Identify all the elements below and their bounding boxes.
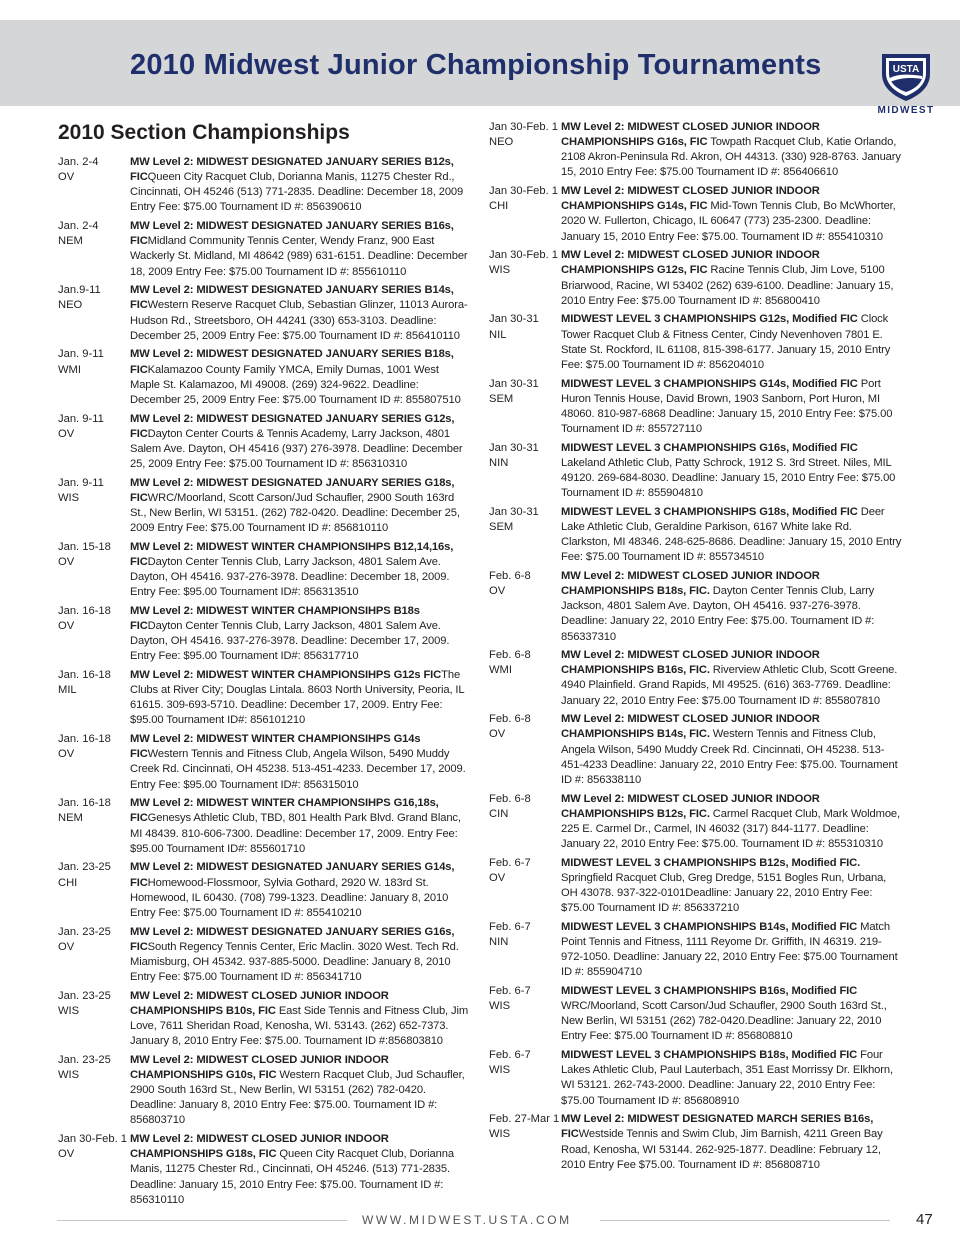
entry-date: Feb. 6-8 — [489, 569, 531, 582]
entry-date: Jan 30-Feb. 1 — [489, 185, 559, 198]
tournament-entry — [489, 920, 903, 981]
entry-title: MW Level 2: MIDWEST DESIGNATED JANUARY SERIES G18s, FIC — [130, 476, 455, 504]
entry-district: SEM — [489, 392, 514, 405]
entry-details: Springfield Racquet Club, Greg Dredge, 5151 Bogles Run, Urbana, OH 43078. 937-322-0101Deadline: January 22, 2010 Entry Fee: $75.00 Tournament ID #: 856337210 — [561, 871, 887, 915]
tournament-entry — [489, 712, 903, 788]
entry-description — [130, 347, 470, 408]
entry-details: Deer Lake Athletic Club, Geraldine Parkison, 6167 White lake Rd. Clarkston, MI 48346. 248-625-8686. Deadline: January 15, 2010 Entry Fee: $75.00 Tournament ID #: 855734510 — [561, 505, 902, 564]
entry-description — [130, 155, 470, 216]
entry-details: Dayton Center Courts & Tennis Academy, Larry Jackson, 4801 Salem Ave. Dayton, OH 45416 (937) 276-3978. Deadline: December 25, 2009 Entry Fee: $75.00 Tournament ID #: 856310310 — [130, 427, 463, 470]
entry-title: MW Level 2: MIDWEST CLOSED JUNIOR INDOOR CHAMPIONSHIPS G14s, FIC — [561, 185, 820, 213]
entry-date-block — [58, 155, 128, 185]
entry-district: NEO — [489, 136, 514, 149]
entry-details: Genesys Athletic Club, TBD, 801 Health Park Blvd. Grand Blanc, MI 48439. 810-606-7300. Deadline: December 17, 2009. Entry Fee: $95.00 Tournament ID#: 855601710 — [130, 812, 461, 855]
entry-description — [561, 1048, 903, 1109]
entry-date-block — [489, 248, 559, 278]
entry-district: NIN — [489, 935, 509, 948]
entry-description — [561, 248, 903, 309]
entry-details: Four Lakes Athletic Club, Paul Lauterbach, 351 East Morrissy Dr. Elkhorn, WI 53121. 262-743-2000. Deadline: January 22, 2010 Entry Fee: $75.00 Tournament ID #: 856808910 — [561, 1049, 893, 1107]
tournament-entry — [489, 441, 903, 502]
entry-district: WIS — [489, 1128, 511, 1141]
entry-date: Feb. 6-7 — [489, 920, 531, 933]
entry-title: MIDWEST LEVEL 3 CHAMPIONSHIPS B16s, Modified FIC — [561, 984, 858, 997]
tournament-entry — [489, 184, 903, 245]
entry-district: OV — [489, 585, 506, 598]
footer-divider-left — [57, 1220, 347, 1221]
entry-description — [130, 860, 470, 921]
entry-title: MIDWEST LEVEL 3 CHAMPIONSHIPS G16s, Modified FIC — [561, 441, 858, 454]
usta-midwest-logo — [866, 52, 946, 120]
entry-date: Jan. 9-11 — [58, 476, 104, 489]
entry-date-block — [489, 441, 559, 471]
entry-description — [130, 1132, 470, 1208]
entry-details: Dayton Center Tennis Club, Larry Jackson, 4801 Salem Ave. Dayton, OH 45416. 937-276-3978. Deadline: December 17, 2009. Entry Fee: $95.00 Tournament ID#: 856317710 — [130, 620, 450, 663]
entry-date-block — [58, 219, 128, 249]
entry-details: Carmel Racquet Club, Mark Woldmoe, 225 E. Carmel Dr., Carmel, IN 46032 (317) 844-1177. Deadline: January 22, 2010 Entry Fee: $75.00. Tournament ID #: 855310310 — [561, 807, 901, 851]
tournament-entry — [489, 984, 903, 1045]
entry-title: MW Level 2: MIDWEST DESIGNATED MARCH SERIES B16s, FIC — [561, 1113, 874, 1141]
entry-details: Western Racquet Club, Jud Schaufler, 2900 South 163rd St., New Berlin, WI 53151 (262) 782-0420. Deadline: January 8, 2010 Entry Fee: $75.00. Tournament ID #: 856803710 — [130, 1068, 465, 1127]
entry-description — [561, 792, 903, 853]
entry-description — [130, 668, 470, 729]
entry-date: Jan 30-31 — [489, 377, 539, 390]
entry-district: OV — [58, 1148, 75, 1161]
tournament-entry — [489, 1048, 903, 1109]
entry-title: MIDWEST LEVEL 3 CHAMPIONSHIPS G14s, Modified FIC — [561, 377, 858, 390]
entry-date-block — [58, 1132, 128, 1162]
right-column — [489, 120, 903, 1176]
entry-district: OV — [58, 940, 75, 953]
entry-district: OV — [58, 620, 75, 633]
entry-date-block — [58, 476, 128, 506]
tournament-entry — [58, 796, 470, 857]
entry-details: Western Reserve Racquet Club, Sebastian Glinzer, 11013 Aurora-Hudson Rd., Streetsboro, OH 44241 (330) 653-3103. Deadline: December 25, 2009 Entry Fee: $75.00 Tournament ID #: 856410110 — [130, 299, 468, 342]
entry-description — [561, 377, 903, 438]
entry-date-block — [489, 184, 559, 214]
entry-district: CIN — [489, 807, 509, 820]
entry-date: Jan. 2-4 — [58, 220, 99, 233]
tournament-entry — [489, 648, 903, 709]
entry-title: MW Level 2: MIDWEST WINTER CHAMPIONSIHPS G16,18s, FIC — [130, 797, 439, 825]
entry-title: MW Level 2: MIDWEST DESIGNATED JANUARY SERIES B14s, FIC — [130, 284, 454, 312]
entry-details: Queen City Racquet Club, Dorianna Manis, 11275 Chester Rd., Cincinnati, OH 45246. (513) 771-2835. Deadline: January 15, 2010 Entry Fee: $75.00. Tournament ID #: 856310110 — [130, 1148, 454, 1206]
entry-title: MW Level 2: MIDWEST WINTER CHAMPIONSIHPS G14s FIC — [130, 733, 421, 761]
entry-date: Feb. 27-Mar 1 — [489, 1113, 560, 1126]
entry-description — [130, 732, 470, 793]
entry-title: MIDWEST LEVEL 3 CHAMPIONSHIPS B14s, Modified FIC — [561, 920, 858, 933]
tournament-entry — [58, 540, 470, 601]
entry-details: WRC/Moorland, Scott Carson/Jud Schaufler, 2900 South 163rd St., New Berlin, WI 53151. (262) 782-0420. Deadline: December 25, 2009 Entry Fee: $75.00 Tournament ID #: 856810110 — [130, 491, 460, 535]
entry-district: NIN — [489, 456, 509, 469]
entry-title: MW Level 2: MIDWEST CLOSED JUNIOR INDOOR CHAMPIONSHIPS G18s, FIC — [130, 1133, 389, 1161]
entry-description — [130, 1053, 470, 1129]
entry-date: Jan. 23-25 — [58, 989, 111, 1002]
entry-district: WMI — [489, 664, 512, 677]
entry-description — [130, 540, 470, 601]
entry-description — [130, 796, 470, 857]
tournament-entry — [58, 989, 470, 1050]
entry-district: SEM — [489, 520, 514, 533]
entry-title: MW Level 2: MIDWEST WINTER CHAMPIONSIHPS G12s FIC — [130, 669, 442, 681]
entry-date-block — [489, 505, 559, 535]
tournament-entry — [58, 476, 470, 537]
svg-text:USTA: USTA — [892, 64, 920, 75]
entry-date: Jan.9-11 — [58, 284, 101, 297]
entry-district: CHI — [489, 200, 509, 213]
tournament-entry — [58, 347, 470, 408]
entry-date: Feb. 6-7 — [489, 984, 531, 997]
entry-district: CHI — [58, 876, 78, 889]
tournament-entry — [489, 377, 903, 438]
entry-date-block — [58, 860, 128, 890]
entry-district: WIS — [58, 1004, 80, 1017]
entry-date-block — [489, 569, 559, 599]
entry-description — [130, 412, 470, 473]
tournament-entry — [489, 792, 903, 853]
entry-date: Jan 30-31 — [489, 313, 539, 326]
entry-date-block — [489, 312, 559, 342]
tournament-entry — [58, 412, 470, 473]
entry-date-block — [58, 540, 128, 570]
entry-description — [561, 312, 903, 373]
entry-details: WRC/Moorland, Scott Carson/Jud Schaufler, 2900 South 163rd St., New Berlin, WI 53151 (262) 782-0420.Deadline: January 22, 2010 Entry Fee: $75.00 Tournament ID #: 856808810 — [561, 1000, 887, 1043]
tournament-entry — [58, 283, 470, 344]
entry-description — [561, 920, 903, 981]
tournament-entry — [489, 505, 903, 566]
tournament-entry — [489, 1112, 903, 1173]
header-banner — [0, 20, 960, 116]
entry-details: Racine Tennis Club, Jim Love, 5100 Briarwood, Racine, WI 53402 (262) 639-6100. Deadline: January 15, 2010 Entry Fee: $75.00 Tournament ID #: 856800410 — [561, 264, 894, 307]
entry-title: MW Level 2: MIDWEST DESIGNATED JANUARY SERIES G12s, FIC — [130, 412, 455, 440]
entry-date: Feb. 6-7 — [489, 1049, 531, 1062]
entry-details: Western Tennis and Fitness Club, Angela Wilson, 5490 Muddy Creek Rd. Cincinnati, OH 45238. 513-451-4233. December 17, 2009. Entry Fee: $95.00 Tournament ID#: 856315010 — [130, 748, 466, 791]
entry-date: Jan. 2-4 — [58, 156, 99, 168]
tournament-entry — [489, 312, 903, 373]
entry-district: OV — [58, 171, 75, 184]
tournament-entry — [58, 1053, 470, 1129]
entry-details: Western Tennis and Fitness Club, Angela Wilson, 5490 Muddy Creek Rd. Cincinnati, OH 45238. 513-451-4233 Deadline: January 22, 2010 Entry Fee: $75.00. Tournament ID #: 856338110 — [561, 728, 898, 786]
entry-details: Dayton Center Tennis Club, Larry Jackson, 4801 Salem Ave. Dayton, OH 45416. 937-276-3978. Deadline: January 22, 2010 Entry Fee: $75.00. Tournament ID #: 856337310 — [561, 585, 875, 643]
entry-district: NEM — [58, 235, 83, 248]
entry-title: MW Level 2: MIDWEST DESIGNATED JANUARY SERIES B16s, FIC — [130, 220, 454, 248]
page-number: 47 — [916, 1211, 933, 1228]
tournament-entry — [58, 668, 470, 729]
entry-date-block — [489, 984, 559, 1014]
entry-title: MW Level 2: MIDWEST CLOSED JUNIOR INDOOR CHAMPIONSHIPS G10s, FIC — [130, 1053, 389, 1081]
entry-date: Jan. 23-25 — [58, 1053, 111, 1066]
entry-district: WIS — [58, 1068, 80, 1081]
entry-date-block — [58, 1053, 128, 1083]
tournament-entry — [489, 248, 903, 309]
entry-district: WIS — [489, 1064, 511, 1077]
entry-details: Towpath Racquet Club, Katie Orlando, 2108 Akron-Peninsula Rd. Akron, OH 44313. (330) 928-8763. January 15, 2010 Entry Fee: $75.00 Tournament ID #: 856406610 — [561, 136, 901, 179]
entry-date: Jan. 9-11 — [58, 412, 104, 425]
entry-details: The Clubs at River City; Douglas Lintala. 8603 North University, Peoria, IL 61615. 309-693-5710. Deadline: December 17, 2009. Entry Fee: $95.00 Tournament ID#: 856101210 — [130, 669, 465, 727]
entry-description — [130, 219, 470, 280]
entry-date: Jan 30-Feb. 1 — [489, 249, 559, 262]
entry-district: MIL — [58, 684, 77, 697]
entry-date-block — [58, 732, 128, 762]
entry-district: OV — [489, 871, 506, 884]
entry-details: South Regency Tennis Center, Eric Maclin. 3020 West. Tech Rd. Miamisburg, OH 45342. 937-885-5000. Deadline: January 8, 2010 Entry Fee: $75.00 Tournament ID #: 856341710 — [130, 940, 459, 983]
entry-title: MW Level 2: MIDWEST CLOSED JUNIOR INDOOR CHAMPIONSHIPS B18s, FIC. — [561, 569, 820, 598]
entry-date-block — [58, 283, 128, 313]
entry-details: Match Point Tennis and Fitness, 1111 Reyome Dr. Griffith, IN 46319. 219-972-1050. Deadline: January 22, 2010 Entry Fee: $75.00 Tournament ID #: 855904710 — [561, 920, 898, 979]
entry-district: OV — [58, 555, 75, 568]
tournament-entry — [58, 604, 470, 665]
footer-url: WWW.MIDWEST.USTA.COM — [362, 1213, 572, 1227]
entry-title: MW Level 2: MIDWEST DESIGNATED JANUARY SERIES G14s, FIC — [130, 861, 455, 889]
entry-description — [561, 441, 903, 502]
entry-date: Jan 30-Feb. 1 — [58, 1133, 128, 1146]
entry-details: Midland Community Tennis Center, Wendy Franz, 900 East Wackerly St. Midland, MI 48642 (989) 631-6151. Deadline: December 18, 2009 Entry Fee: $75.00 Tournament ID #: 855610110 — [130, 235, 468, 278]
logo-wordmark: MIDWEST — [877, 105, 935, 116]
entry-date: Jan. 15-18 — [58, 540, 111, 553]
entry-date: Jan 30-Feb. 1 — [489, 121, 559, 133]
entry-district: WIS — [489, 1000, 511, 1013]
entry-title: MIDWEST LEVEL 3 CHAMPIONSHIPS B18s, Modified FIC — [561, 1049, 858, 1062]
entry-title: MW Level 2: MIDWEST WINTER CHAMPIONSIHPS B18s FIC — [130, 604, 420, 633]
entry-district: OV — [58, 427, 75, 440]
entry-date: Feb. 6-8 — [489, 649, 531, 662]
entry-date-block — [489, 1048, 559, 1078]
entry-details: Dayton Center Tennis Club, Larry Jackson, 4801 Salem Ave. Dayton, OH 45416. 937-276-3978. Deadline: December 18, 2009. Entry Fee: $95.00 Tournament ID#: 856313510 — [130, 555, 450, 599]
entry-district: WMI — [58, 363, 81, 376]
entry-details: East Side Tennis and Fitness Club, Jim Love, 7611 Sheridan Road, Kenosha, WI. 53143. (262) 652-7373. January 8, 2010 Entry Fee: $75.00. Tournament ID #:856803810 — [130, 1004, 469, 1048]
entry-description — [130, 283, 470, 344]
entry-date: Jan 30-31 — [489, 505, 539, 518]
entry-description — [130, 476, 470, 537]
tournament-entry — [58, 155, 470, 216]
entry-title: MIDWEST LEVEL 3 CHAMPIONSHIPS G12s, Modified FIC — [561, 313, 858, 326]
entry-district: WIS — [58, 491, 80, 504]
entry-date: Jan. 16-18 — [58, 604, 111, 617]
entry-date-block — [489, 377, 559, 407]
tournament-entry — [489, 120, 903, 181]
entry-details: Kalamazoo County Family YMCA, Emily Dumas, 1001 West Maple St. Kalamazoo, MI 49008. (269) 324-9622. Deadline: December 25, 2009 Entry Fee: $75.00 Tournament ID #: 855807510 — [130, 363, 461, 406]
left-column — [58, 155, 470, 1211]
tournament-entry — [58, 1132, 470, 1208]
entry-date-block — [58, 925, 128, 955]
entry-details: Mid-Town Tennis Club, Bo McWhorter, 2020 W. Fullerton, Chicago, IL 60647 (773) 235-2300. Deadline: January 15, 2010 Entry Fee: $75.00. Tournament ID #: 855410310 — [561, 200, 896, 243]
entry-date: Feb. 6-8 — [489, 792, 531, 805]
entry-title: MIDWEST LEVEL 3 CHAMPIONSHIPS B12s, Modified FIC. — [561, 856, 861, 869]
tournament-entry — [58, 860, 470, 921]
tournament-entry — [489, 569, 903, 645]
tournament-entry — [58, 732, 470, 793]
entry-date-block — [489, 856, 559, 886]
entry-details: Westside Tennis and Swim Club, Jim Barnish, 4211 Green Bay Road, Kenosha, WI 53144. 262-925-1877. Deadline: February 12, 2010 Entry Fee $75.00. Tournament ID #: 856808710 — [561, 1128, 883, 1171]
entry-title: MW Level 2: MIDWEST DESIGNATED JANUARY SERIES G16s, FIC — [130, 925, 455, 953]
entry-description — [130, 989, 470, 1050]
entry-date: Jan 30-31 — [489, 441, 539, 454]
entry-description — [130, 925, 470, 986]
entry-title: MW Level 2: MIDWEST DESIGNATED JANUARY SERIES B18s, FIC — [130, 348, 454, 376]
entry-date: Feb. 6-8 — [489, 713, 531, 726]
entry-date: Jan. 16-18 — [58, 669, 111, 681]
entry-description — [561, 120, 903, 181]
entry-district: NEO — [58, 299, 83, 312]
entry-description — [561, 505, 903, 566]
entry-date-block — [489, 1112, 559, 1142]
entry-details: Riverview Athletic Club, Scott Greene. 4940 Plainfield. Grand Rapids, MI 49525. (616) 363-7769. Deadline: January 22, 2010 Entry Fee: $75.00 Tournament ID #: 855807810 — [561, 664, 898, 707]
entry-date: Jan. 23-25 — [58, 861, 111, 874]
entry-date-block — [489, 648, 559, 678]
entry-date-block — [489, 792, 559, 822]
entry-description — [561, 184, 903, 245]
entry-date: Jan. 16-18 — [58, 733, 111, 746]
entry-district: NIL — [489, 328, 507, 341]
entry-title: MW Level 2: MIDWEST WINTER CHAMPIONSIHPS B12,14,16s, FIC — [130, 540, 454, 568]
entry-date-block — [58, 989, 128, 1019]
entry-date-block — [58, 412, 128, 442]
entry-title: MW Level 2: MIDWEST CLOSED JUNIOR INDOOR CHAMPIONSHIPS B12s, FIC. — [561, 792, 820, 820]
footer-divider-right — [600, 1220, 890, 1221]
entry-details: Port Huron Tennis House, David Brown, 1903 Sanborn, Port Huron, MI 48060. 810-987-6868 Deadline: January 15, 2010 Entry Fee: $75.00 Tournament ID #: 855727110 — [561, 377, 893, 435]
page-title: 2010 Midwest Junior Championship Tournaments — [130, 49, 822, 81]
entry-details: Clock Tower Racquet Club & Fitness Center, Cindy Nevenhoven 7801 E. State St. Rockford, IL 61108, 815-398-6177. January 15, 2010 Entry Fee: $75.00 Tournament ID #: 856204010 — [561, 313, 891, 371]
entry-date-block — [489, 712, 559, 742]
entry-details: Homewood-Flossmoor, Sylvia Gothard, 2920 W. 183rd St. Homewood, IL 60430. (708) 799-1323. Deadline: January 8, 2010 Entry Fee: $75.00 Tournament ID #: 855410210 — [130, 876, 449, 919]
entry-description — [561, 648, 903, 709]
entry-date-block — [489, 120, 559, 150]
entry-title: MW Level 2: MIDWEST CLOSED JUNIOR INDOOR CHAMPIONSHIPS B16s, FIC. — [561, 649, 820, 677]
entry-date: Jan. 16-18 — [58, 797, 111, 810]
entry-district: NEM — [58, 812, 83, 825]
entry-details: Queen City Racquet Club, Dorianna Manis, 11275 Chester Rd., Cincinnati, OH 45246 (513) 771-2835. Deadline: December 18, 2009 Entry Fee: $75.00 Tournament ID #: 856390610 — [130, 171, 464, 214]
entry-description — [561, 984, 903, 1045]
entry-date-block — [58, 604, 128, 634]
entry-description — [561, 856, 903, 917]
entry-date-block — [489, 920, 559, 950]
entry-district: OV — [58, 748, 75, 761]
entry-title: MW Level 2: MIDWEST CLOSED JUNIOR INDOOR CHAMPIONSHIPS B10s, FIC — [130, 989, 389, 1017]
entry-date-block — [58, 796, 128, 826]
entry-description — [561, 1112, 903, 1173]
entry-description — [561, 569, 903, 645]
entry-date-block — [58, 668, 128, 698]
entry-date-block — [58, 347, 128, 377]
entry-title: MW Level 2: MIDWEST DESIGNATED JANUARY SERIES B12s, FIC — [130, 156, 454, 184]
section-title: 2010 Section Championships — [58, 121, 350, 144]
entry-date: Jan. 9-11 — [58, 348, 104, 361]
entry-date: Feb. 6-7 — [489, 856, 531, 869]
tournament-entry — [58, 925, 470, 986]
entry-district: OV — [489, 728, 506, 741]
entry-district: WIS — [489, 264, 511, 277]
entry-title: MW Level 2: MIDWEST CLOSED JUNIOR INDOOR CHAMPIONSHIPS G12s, FIC — [561, 249, 820, 277]
tournament-entry — [58, 219, 470, 280]
entry-title: MW Level 2: MIDWEST CLOSED JUNIOR INDOOR CHAMPIONSHIPS B14s, FIC. — [561, 713, 820, 741]
usta-shield-icon — [878, 52, 934, 102]
entry-date: Jan. 23-25 — [58, 925, 111, 938]
tournament-entry — [489, 856, 903, 917]
entry-title: MW Level 2: MIDWEST CLOSED JUNIOR INDOOR CHAMPIONSHIPS G16s, FIC — [561, 121, 820, 149]
entry-description — [561, 712, 903, 788]
entry-description — [130, 604, 470, 665]
entry-details: Lakeland Athletic Club, Patty Schrock, 1912 S. 3rd Street. Niles, MIL 49120. 269-684-8030. Deadline: January 15, 2010 Entry Fee: $75.00 Tournament ID #: 855904810 — [561, 456, 896, 500]
entry-title: MIDWEST LEVEL 3 CHAMPIONSHIPS G18s, Modified FIC — [561, 505, 858, 518]
